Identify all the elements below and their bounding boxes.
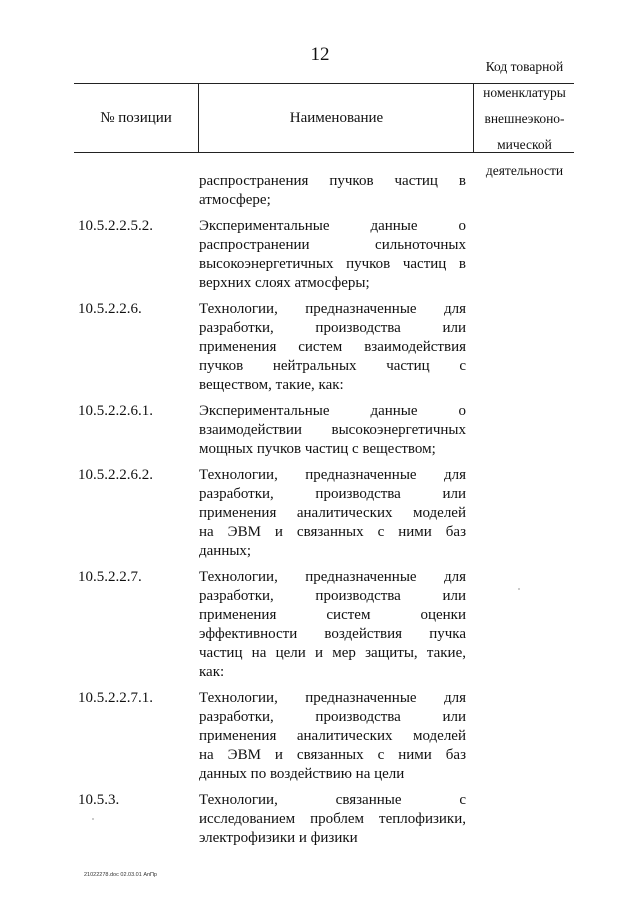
- item-name-line: применения систем взаимодействия: [199, 339, 466, 355]
- position-number: 10.5.3.: [78, 792, 120, 808]
- item-name-line: атмосфере;: [199, 192, 271, 208]
- table-row: [0, 466, 640, 561]
- item-name-line: Технологии, предназначенные для: [199, 467, 466, 483]
- position-number: 10.5.2.2.5.2.: [78, 218, 153, 234]
- item-name-line: разработки, производства или: [199, 486, 466, 502]
- table-row: [0, 568, 640, 682]
- item-name-line: Экспериментальные данные о: [199, 403, 466, 419]
- header-name: Наименование: [198, 84, 474, 152]
- item-name-line: взаимодействии высокоэнергетичных: [199, 422, 466, 438]
- item-name-line: данных по воздействию на цели: [199, 766, 405, 782]
- table-row: [0, 689, 640, 784]
- header-position: № позиции: [100, 109, 172, 126]
- header-code-line: Код товарной: [485, 58, 564, 74]
- item-name-line: частиц на цели и мер защиты, такие,: [199, 645, 466, 661]
- table-row: [0, 300, 640, 395]
- item-name-line: применения аналитических моделей: [199, 505, 466, 521]
- table-header: [74, 58, 574, 178]
- item-name-line: данных;: [199, 543, 252, 559]
- header-code-line: деятельности: [485, 162, 564, 178]
- item-name-line: Экспериментальные данные о: [199, 218, 466, 234]
- item-name-line: разработки, производства или: [199, 588, 466, 604]
- header-code-line: номенклатуры: [483, 84, 566, 100]
- item-name-line: Технологии, предназначенные для: [199, 569, 466, 585]
- item-name: [199, 300, 466, 395]
- item-name-line: Технологии, предназначенные для: [199, 301, 466, 317]
- item-name: [199, 172, 466, 210]
- item-name: [199, 466, 466, 561]
- footer-filename: 21022278.doc 02.03.01 АпПр: [84, 872, 157, 878]
- item-name: [199, 402, 466, 459]
- position-number: 10.5.2.2.6.1.: [78, 403, 153, 419]
- scan-speck: [518, 588, 520, 590]
- table-row: [0, 402, 640, 459]
- item-name: [199, 791, 466, 848]
- header-code: [473, 58, 575, 178]
- item-name: [199, 689, 466, 784]
- item-name-line: веществом, такие, как:: [199, 377, 344, 393]
- scan-speck: [92, 818, 94, 820]
- item-name-line: применения систем оценки: [199, 607, 466, 623]
- page-number: 12: [310, 44, 330, 65]
- item-name-line: распространении сильноточных: [199, 237, 466, 253]
- table-row: [0, 791, 640, 848]
- item-name: [199, 217, 466, 293]
- item-name-line: разработки, производства или: [199, 320, 466, 336]
- table-row: [0, 217, 640, 293]
- item-name-line: высокоэнергетичных пучков частиц в: [199, 256, 466, 272]
- position-number: 10.5.2.2.7.1.: [78, 690, 153, 706]
- position-number: 10.5.2.2.7.: [78, 569, 142, 585]
- item-name-line: разработки, производства или: [199, 709, 466, 725]
- item-name-line: мощных пучков частиц с веществом;: [199, 441, 436, 457]
- item-name-line: на ЭВМ и связанных с ними баз: [199, 747, 466, 763]
- item-name-line: распространения пучков частиц в: [199, 173, 466, 189]
- item-name-line: верхних слоях атмосферы;: [199, 275, 370, 291]
- position-number: 10.5.2.2.6.: [78, 301, 142, 317]
- header-code-line: мической: [497, 136, 552, 152]
- item-name-line: на ЭВМ и связанных с ними баз: [199, 524, 466, 540]
- item-name-line: исследованием проблем теплофизики,: [199, 811, 466, 827]
- item-name-line: Технологии, предназначенные для: [199, 690, 466, 706]
- position-number: 10.5.2.2.6.2.: [78, 467, 153, 483]
- item-name-line: пучков нейтральных частиц с: [199, 358, 466, 374]
- item-name-line: применения аналитических моделей: [199, 728, 466, 744]
- table-row: [0, 172, 640, 210]
- item-name-line: Технологии, связанные с: [199, 792, 466, 808]
- item-name-line: электрофизики и физики: [199, 830, 358, 846]
- item-name-line: эффективности воздействия пучка: [199, 626, 466, 642]
- item-name-line: как:: [199, 664, 225, 680]
- header-code-line: внешнеэконо-: [484, 110, 565, 126]
- item-name: [199, 568, 466, 682]
- table-body: [0, 172, 640, 855]
